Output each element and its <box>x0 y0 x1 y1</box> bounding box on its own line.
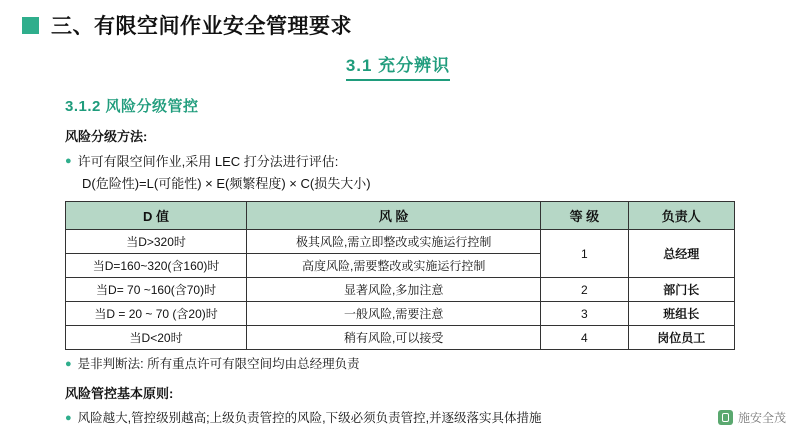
principle-label: 风险管控基本原则: <box>65 386 174 401</box>
table-row <box>66 230 735 254</box>
cell-responsible: 班组长 <box>628 302 735 326</box>
watermark-text: 施安全茂 <box>737 411 786 425</box>
cell-level: 2 <box>541 278 628 302</box>
table-body <box>66 230 735 350</box>
cell-responsible: 部门长 <box>628 278 735 302</box>
cell-risk: 一般风险,需要注意 <box>247 302 541 326</box>
cell-responsible: 岗位员工 <box>628 326 735 350</box>
cell-level: 4 <box>541 326 628 350</box>
bullet-dot-icon: ● <box>65 412 72 424</box>
method-label: 风险分级方法: <box>65 129 148 144</box>
section-title: 3.1 充分辨识 <box>346 51 450 81</box>
green-square-marker <box>22 17 39 34</box>
cell-d-value: 当D= 70 ~160(含70)时 <box>66 278 247 302</box>
cell-risk: 极其风险,需立即整改或实施运行控制 <box>247 230 541 254</box>
bullet-judgement-text: 是非判断法: 所有重点许可有限空间均由总经理负责 <box>77 357 360 371</box>
watermark <box>718 409 786 426</box>
table-row <box>66 302 735 326</box>
bullet-judgement <box>65 356 766 373</box>
table-header-row <box>66 202 735 230</box>
cell-d-value: 当D<20时 <box>66 326 247 350</box>
bullet-dot-icon: ● <box>65 358 72 370</box>
column-header-responsible: 负责人 <box>628 202 735 230</box>
cell-d-value: 当D=160~320(含160)时 <box>66 254 247 278</box>
page-title-text: 三、有限空间作业安全管理要求 <box>51 15 352 38</box>
page-title <box>0 0 796 40</box>
cell-responsible: 总经理 <box>628 230 735 278</box>
document-body <box>0 95 796 427</box>
bullet-principle-text: 风险越大,管控级别越高;上级负责管控的风险,下级必须负责管控,并逐级落实具体措施 <box>77 411 542 425</box>
bullet-dot-icon: ● <box>65 155 72 167</box>
bullet-principle <box>65 410 766 427</box>
app-logo-icon <box>718 410 733 425</box>
column-header-risk: 风 险 <box>247 202 541 230</box>
table-row <box>66 278 735 302</box>
cell-d-value: 当D>320时 <box>66 230 247 254</box>
subsection-title: 3.1.2 风险分级管控 <box>65 98 199 115</box>
column-header-d-value: D 值 <box>66 202 247 230</box>
table-row <box>66 326 735 350</box>
cell-risk: 显著风险,多加注意 <box>247 278 541 302</box>
bullet-lec <box>65 153 766 170</box>
cell-risk: 稍有风险,可以接受 <box>247 326 541 350</box>
cell-level: 1 <box>541 230 628 278</box>
bullet-lec-text: 许可有限空间作业,采用 LEC 打分法进行评估: <box>77 154 339 169</box>
risk-grading-table <box>65 201 735 350</box>
cell-d-value: 当D = 20 ~ 70 (含20)时 <box>66 302 247 326</box>
formula-line: D(危险性)=L(可能性) × E(频繁程度) × C(损失大小) <box>82 176 371 191</box>
cell-level: 3 <box>541 302 628 326</box>
column-header-level: 等 级 <box>541 202 628 230</box>
table-header <box>66 202 735 230</box>
cell-risk: 高度风险,需要整改或实施运行控制 <box>247 254 541 278</box>
section-title-container <box>0 51 796 81</box>
